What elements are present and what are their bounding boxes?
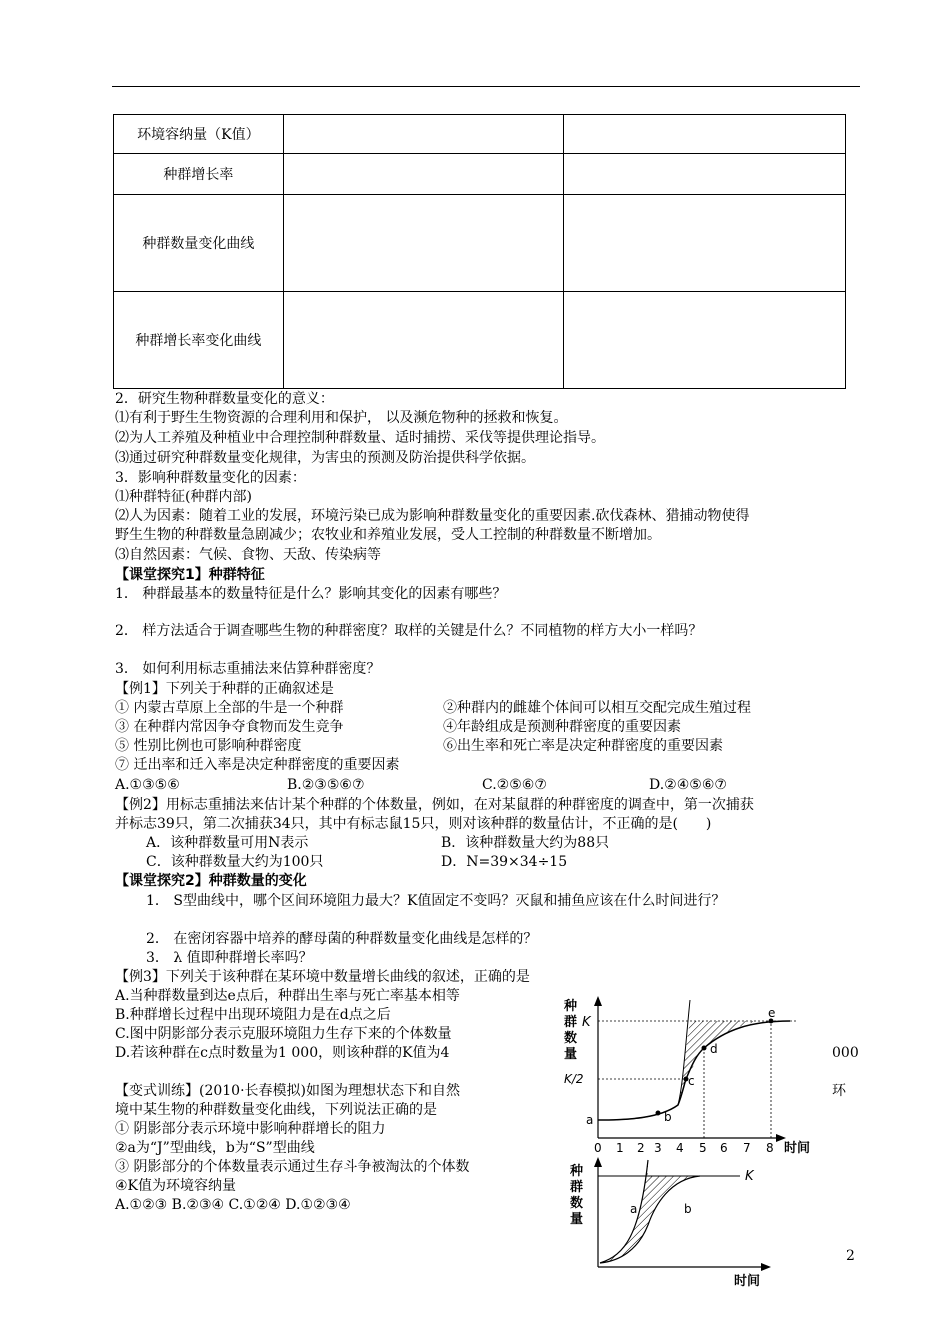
point-d-label: d <box>710 1042 718 1056</box>
table-row <box>114 195 846 292</box>
y-label-2: 群 <box>564 1015 578 1030</box>
option: ④K值为环境容纳量 <box>115 1178 237 1194</box>
option: ②a为“J”型曲线，b为“S”型曲线 <box>115 1140 315 1156</box>
x-tick-labels <box>594 1141 774 1155</box>
header-rule <box>112 86 860 87</box>
question: 2． 样方法适合于调查哪些生物的种群密度？取样的关键是什么？不同植物的样方大小一样吗？ <box>115 623 703 639</box>
point-d <box>702 1046 707 1051</box>
choice-d: D．N=39×34÷15 <box>441 854 568 870</box>
text-line: 3．影响种群数量变化的因素： <box>115 470 306 486</box>
text-line: ⑴有利于野生生物资源的合理利用和保护， 以及濒危物种的拯救和恢复。 <box>115 410 568 426</box>
option: ① 阴影部分表示环境中影响种群增长的阻力 <box>115 1121 386 1137</box>
question: 2． 在密闭容器中培养的酵母菌的种群数量变化曲线是怎样的？ <box>146 931 538 947</box>
y-arrow-icon <box>594 1157 602 1167</box>
y-label-3: 数 <box>570 1196 584 1211</box>
table-row <box>114 154 846 195</box>
option: ① 内蒙古草原上全部的牛是一个种群 <box>115 700 344 716</box>
tick-0: 0 <box>594 1141 602 1155</box>
choice-b: B．该种群数量大约为88只 <box>441 835 610 851</box>
example-stem: 【变式训练】(2010·长春模拟)如图为理想状态下和自然 <box>115 1083 461 1099</box>
row-label: 环境容纳量（K值） <box>114 115 284 154</box>
table-row <box>114 115 846 154</box>
table-row <box>114 292 846 389</box>
point-b-label: b <box>664 1110 672 1124</box>
y-label-4: 量 <box>564 1047 578 1062</box>
j-s-figure <box>560 1155 780 1290</box>
choice-b: B.②③⑤⑥⑦ <box>287 777 365 793</box>
row-label: 种群增长率 <box>114 154 284 195</box>
tick-2: 2 <box>637 1141 645 1155</box>
choice-a: A.当种群数量到达e点后，种群出生率与死亡率基本相等 <box>115 988 460 1004</box>
y-arrow-icon <box>594 996 602 1006</box>
tick-5: 5 <box>699 1141 707 1155</box>
curve-a-label: a <box>630 1202 638 1216</box>
empty-cell <box>283 154 564 195</box>
question: 1． S型曲线中，哪个区间环境阻力最大？K值固定不变吗？灭鼠和捕鱼应该在什么时间进行？ <box>146 893 726 909</box>
choice-d: D.②④⑤⑥⑦ <box>649 777 727 793</box>
empty-cell <box>564 292 846 389</box>
option: ③ 阴影部分的个体数量表示通过生存斗争被淘汰的个体数 <box>115 1159 470 1175</box>
choice-a: A.①③⑤⑥ <box>115 777 180 793</box>
j-curve <box>598 1000 690 1120</box>
tick-6: 6 <box>720 1141 728 1155</box>
section-heading: 【课堂探究1】种群特征 <box>115 567 265 583</box>
k-label: K <box>745 1169 754 1184</box>
tick-8: 8 <box>766 1141 774 1155</box>
x-label: 时间 <box>784 1141 811 1156</box>
point-a-label: a <box>586 1113 594 1127</box>
text-line: ⑵人为因素：随着工业的发展，环境污染已成为影响种群数量变化的重要因素.砍伐森林、猎捕动物使得 <box>115 508 750 524</box>
k-label: K <box>582 1015 591 1030</box>
y-label-2: 群 <box>570 1180 584 1195</box>
tick-3: 3 <box>654 1141 662 1155</box>
example-stem: 【例1】下列关于种群的正确叙述是 <box>115 681 334 697</box>
option: ⑤ 性别比例也可影响种群密度 <box>115 738 302 754</box>
empty-cell <box>283 292 564 389</box>
text-line: ⑵为人工养殖及种植业中合理控制种群数量、适时捕捞、采伐等提供理论指导。 <box>115 430 605 446</box>
option: ②种群内的雌雄个体间可以相互交配完成生殖过程 <box>443 700 751 716</box>
option: ⑦ 迁出率和迁入率是决定种群密度的重要因素 <box>115 757 400 773</box>
row-label: 种群数量变化曲线 <box>114 195 284 292</box>
y-label-4: 量 <box>570 1212 584 1227</box>
y-label-3: 数 <box>564 1031 578 1046</box>
example-stem: 【例3】下列关于该种群在某环境中数量增长曲线的叙述，正确的是 <box>115 969 530 985</box>
choice-c: C.图中阴影部分表示克服环境阻力生存下来的个体数量 <box>115 1026 452 1042</box>
option: ④年龄组成是预测种群密度的重要因素 <box>443 719 681 735</box>
text-line: ⑴种群特征(种群内部) <box>115 489 252 505</box>
empty-cell <box>564 154 846 195</box>
empty-cell <box>564 195 846 292</box>
choice-c: C.②⑤⑥⑦ <box>482 777 547 793</box>
choice-a: A．该种群数量可用N表示 <box>146 835 309 851</box>
x-label: 时间 <box>734 1274 761 1289</box>
option: ⑥出生率和死亡率是决定种群密度的重要因素 <box>443 738 723 754</box>
question: 1． 种群最基本的数量特征是什么？影响其变化的因素有哪些？ <box>115 586 507 602</box>
y-label-1: 种 <box>570 1164 584 1179</box>
text-line: 野生生物的种群数量急剧减少；农牧业和养殖业发展，受人工控制的种群数量不断增加。 <box>115 527 661 543</box>
example-stem: 境中某生物的种群数量变化曲线，下列说法正确的是 <box>115 1102 437 1118</box>
example-stem: 【例2】用标志重捕法来估计某个种群的个体数量，例如，在对某鼠群的种群密度的调查中，第一次捕获 <box>115 797 754 813</box>
text-line: ⑶自然因素：气候、食物、天敌、传染病等 <box>115 547 381 563</box>
k2-label: K/2 <box>564 1072 584 1086</box>
point-e-label: e <box>768 1006 776 1020</box>
tick-1: 1 <box>616 1141 624 1155</box>
row-label: 种群增长率变化曲线 <box>114 292 284 389</box>
comparison-table <box>113 114 846 389</box>
curve-b-label: b <box>684 1202 692 1216</box>
option: ③ 在种群内常因争夺食物而发生竞争 <box>115 719 344 735</box>
y-label-1: 种 <box>564 999 578 1014</box>
choice-d: D.若该种群在c点时数量为1 000，则该种群的K值为4 <box>115 1045 450 1061</box>
question: 3． 如何利用标志重捕法来估算种群密度？ <box>115 661 381 677</box>
empty-cell <box>283 195 564 292</box>
choice-c: C．该种群数量大约为100只 <box>146 854 324 870</box>
page-number: 2 <box>846 1248 855 1264</box>
choice-d-tail: 000 <box>832 1045 859 1061</box>
example-stem: 并标志39只，第二次捕获34只，其中有标志鼠15只，则对该种群的数量估计，不正确的是( ) <box>115 816 712 832</box>
tick-7: 7 <box>743 1141 751 1155</box>
tick-4: 4 <box>676 1141 684 1155</box>
x-arrow-icon <box>761 1263 771 1271</box>
s-curve-figure <box>550 990 850 1160</box>
empty-cell <box>283 115 564 154</box>
example-stem-tail: 环 <box>832 1083 846 1099</box>
question: 3． λ 值即种群增长率吗？ <box>146 950 313 966</box>
empty-cell <box>564 115 846 154</box>
choice-b: B.种群增长过程中出现环境阻力是在d点之后 <box>115 1007 391 1023</box>
choices: A.①②③ B.②③④ C.①②④ D.①②③④ <box>115 1197 351 1213</box>
point-b <box>656 1111 661 1116</box>
point-c-label: c <box>688 1074 695 1088</box>
section-heading: 【课堂探究2】种群数量的变化 <box>115 873 307 889</box>
text-line: 2．研究生物种群数量变化的意义： <box>115 391 334 407</box>
text-line: ⑶通过研究种群数量变化规律，为害虫的预测及防治提供科学依据。 <box>115 450 535 466</box>
